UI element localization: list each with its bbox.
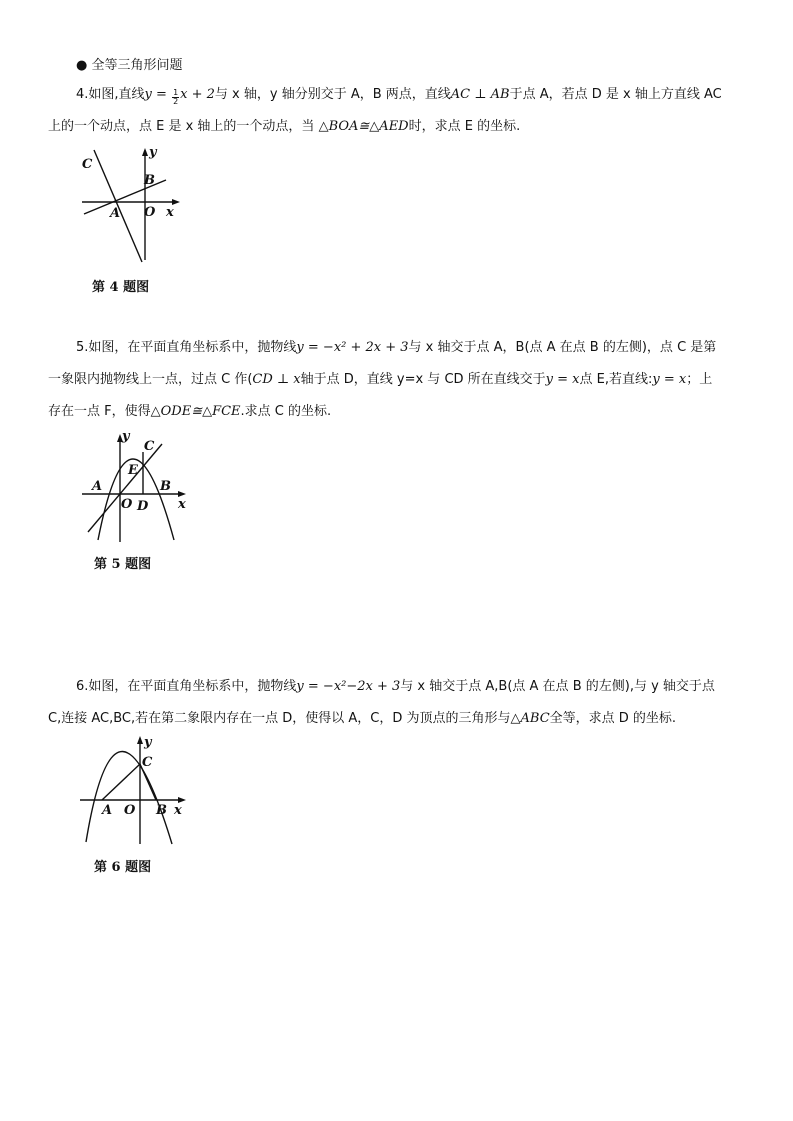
problem-6-figure — [76, 732, 196, 850]
problem-5-caption: 第 5 题图 — [94, 557, 152, 572]
label-b: B — [144, 173, 155, 188]
label-b: B — [160, 479, 171, 494]
label-e: E — [128, 463, 138, 478]
label-c: C — [82, 157, 93, 172]
segment-ac — [102, 764, 140, 800]
label-a: A — [102, 803, 113, 818]
y-axis-arrow-icon — [142, 148, 148, 156]
problem-6-text — [48, 671, 748, 735]
problem-4-line-2: 上的一个动点，点 E 是 x 轴上的一个动点，当 △BOA≅△AED时，求点 E 的坐标. — [48, 119, 521, 134]
label-x: x — [178, 497, 186, 512]
label-a: A — [92, 479, 103, 494]
label-x: x — [166, 205, 174, 220]
label-c: C — [144, 439, 155, 454]
label-o: O — [144, 205, 156, 220]
problem-6-line-2: C,连接 AC,BC,若在第二象限内存在一点 D，使得以 A，C，D 为顶点的三角形与△ABC全等，求点 D 的坐标. — [48, 711, 677, 726]
problem-4-line-1: 4.如图,直线y = $\frac{1}{2}$ x + 2与 x 轴，y 轴分别交于 A，B 两点，直线AC ⊥ AB于点 A，若点 D 是 x 轴上方直线 AC — [76, 87, 722, 106]
label-a: A — [110, 206, 121, 221]
problem-5-figure — [78, 428, 198, 548]
label-x: x — [174, 803, 182, 818]
section-title: 全等三角形问题 — [91, 58, 183, 73]
fraction: $\frac{1}{2}$ — [173, 88, 179, 106]
problem-4-text — [48, 79, 748, 143]
problem-5-line-1: 5.如图，在平面直角坐标系中，抛物线y = −x² + 2x + 3与 x 轴交于点 A，B(点 A 在点 B 的左侧)，点 C 是第 — [76, 340, 717, 355]
y-axis-arrow-icon — [137, 736, 143, 744]
bullet-icon: ● — [76, 58, 88, 73]
problem-5-line-2: 一象限内抛物线上一点，过点 C 作(CD ⊥ x轴于点 D，直线 y=x 与 CD 所在直线交于y = x点 E,若直线:y = x；上 — [48, 372, 713, 387]
label-o: O — [121, 497, 133, 512]
label-b: B — [156, 803, 167, 818]
problem-5-text — [48, 332, 748, 428]
label-y: y — [144, 735, 152, 750]
label-d: D — [137, 499, 149, 514]
label-c: C — [142, 755, 153, 770]
parabola — [86, 751, 172, 844]
problem-4-figure — [76, 140, 196, 270]
problem-4-caption: 第 4 题图 — [92, 280, 150, 295]
label-y: y — [149, 145, 157, 160]
problem-5-line-3: 存在一点 F，使得△ODE≅△FCE.求点 C 的坐标. — [48, 404, 332, 419]
problem-6-caption: 第 6 题图 — [94, 860, 152, 875]
label-o: O — [124, 803, 136, 818]
section-heading — [76, 54, 183, 73]
label-y: y — [122, 429, 130, 444]
problem-6-line-1: 6.如图，在平面直角坐标系中，抛物线y = −x²−2x + 3与 x 轴交于点 A,B(点 A 在点 B 的左侧),与 y 轴交于点 — [76, 679, 715, 694]
